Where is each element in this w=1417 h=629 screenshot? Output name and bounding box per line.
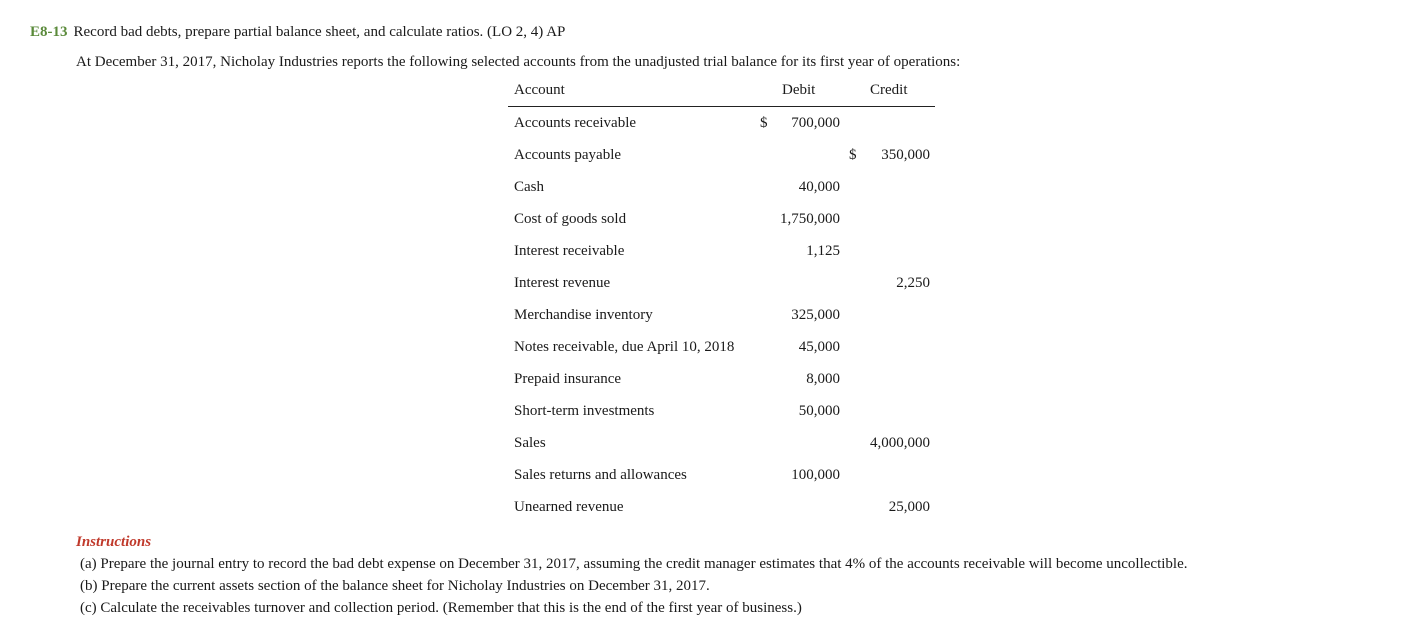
exercise-heading	[30, 24, 565, 41]
debit-value: 325,000	[791, 307, 840, 323]
debit-value: 40,000	[798, 179, 840, 195]
header-credit: Credit	[870, 82, 908, 98]
table-row	[508, 275, 935, 295]
credit-value: 4,000,000	[870, 435, 930, 451]
debit-value: 1,125	[806, 243, 840, 259]
table-row	[508, 147, 935, 167]
credit-value: 350,000	[881, 147, 930, 163]
table-row	[508, 499, 935, 519]
table-row	[508, 371, 935, 391]
dollar-sign: $	[849, 147, 857, 163]
header-account: Account	[514, 82, 565, 98]
debit-value: 50,000	[798, 403, 840, 419]
instruction-item: (b) Prepare the current assets section of the balance sheet for Nicholay Industries on December 31, 2017.	[80, 578, 710, 594]
account-name: Merchandise inventory	[514, 307, 653, 323]
table-row	[508, 467, 935, 487]
instructions-title: Instructions	[76, 534, 152, 550]
credit-value: 25,000	[888, 499, 930, 515]
account-name: Cash	[514, 179, 544, 195]
dollar-sign: $	[760, 115, 768, 131]
account-name: Cost of goods sold	[514, 211, 627, 227]
table-row	[508, 339, 935, 359]
header-debit: Debit	[782, 82, 816, 98]
exercise-title: Record bad debts, prepare partial balance sheet, and calculate ratios. (LO 2, 4) AP	[73, 24, 566, 40]
intro-paragraph: At December 31, 2017, Nicholay Industries reports the following selected accounts from the unadjusted trial balance for its first year of operations:	[76, 54, 961, 70]
account-name: Sales	[514, 435, 546, 451]
instruction-item: (c) Calculate the receivables turnover and collection period. (Remember that this is the end of the first year of business.)	[80, 600, 802, 616]
exercise-number: E8-13	[30, 24, 68, 40]
table-row	[508, 435, 935, 455]
account-name: Interest receivable	[514, 243, 625, 259]
credit-value: 2,250	[896, 275, 930, 291]
account-name: Interest revenue	[514, 275, 611, 291]
debit-value: 100,000	[791, 467, 840, 483]
debit-value: 45,000	[798, 339, 840, 355]
account-name: Notes receivable, due April 10, 2018	[514, 339, 735, 355]
account-name: Accounts receivable	[514, 115, 637, 131]
account-name: Accounts payable	[514, 147, 622, 163]
table-row	[508, 179, 935, 199]
debit-value: 1,750,000	[780, 211, 840, 227]
trial-balance-header	[508, 82, 935, 107]
account-name: Unearned revenue	[514, 499, 624, 515]
table-row	[508, 115, 935, 135]
account-name: Prepaid insurance	[514, 371, 622, 387]
table-row	[508, 243, 935, 263]
account-name: Sales returns and allowances	[514, 467, 687, 483]
table-row	[508, 403, 935, 423]
instruction-item: (a) Prepare the journal entry to record the bad debt expense on December 31, 2017, assuming the credit manager estimates that 4% of the accounts receivable will become uncollectible.	[80, 556, 1188, 572]
debit-value: 700,000	[791, 115, 840, 131]
account-name: Short-term investments	[514, 403, 655, 419]
table-row	[508, 211, 935, 231]
table-row	[508, 307, 935, 327]
debit-value: 8,000	[806, 371, 840, 387]
